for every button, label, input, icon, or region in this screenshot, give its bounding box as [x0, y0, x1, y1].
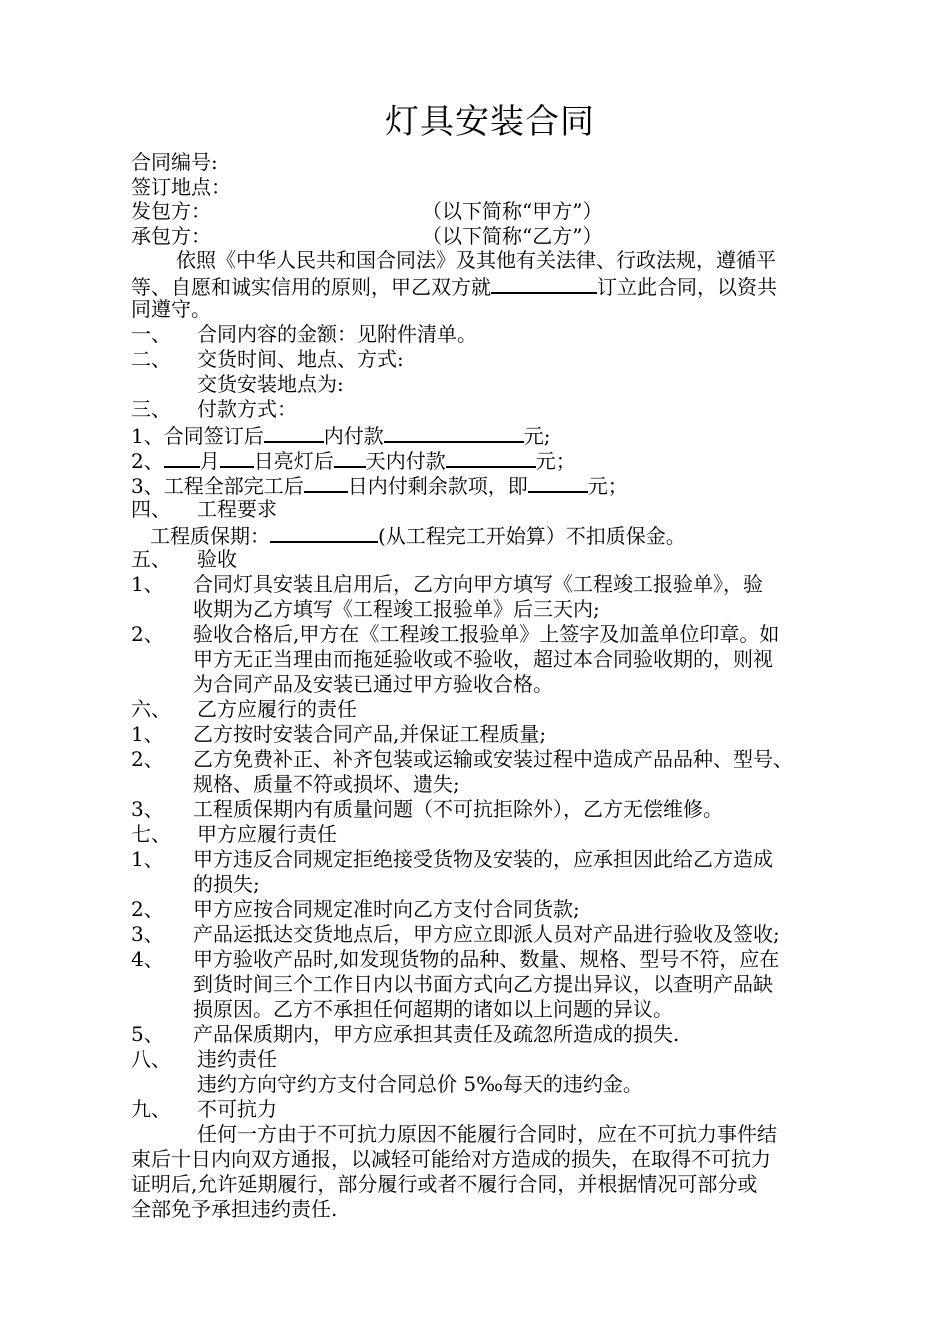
payment-text: 元； — [587, 474, 628, 498]
penalty-text: 违约方向守约方支付合同总价 5‰每天的违约金。 — [197, 1072, 643, 1096]
item-number: 3、 — [131, 797, 164, 821]
section-5-title: 验收 — [197, 547, 237, 571]
section-4-title: 工程要求 — [197, 497, 277, 521]
sign-place-label: 签订地点： — [131, 175, 231, 199]
blank-line — [384, 422, 524, 443]
item-number: 4、 — [131, 947, 164, 971]
section-3-title: 付款方式： — [197, 397, 297, 421]
item-number: 1、 — [131, 722, 164, 746]
section-4-number: 四、 — [131, 497, 171, 521]
delivery-place-label: 交货安装地点为: — [197, 372, 344, 396]
section-8-number: 八、 — [131, 1047, 171, 1071]
section-2-number: 二、 — [131, 347, 171, 371]
section-7-title: 甲方应履行责任 — [197, 822, 337, 846]
section-6-title: 乙方应履行的责任 — [197, 697, 357, 721]
blank-line — [264, 422, 324, 443]
payment-item-2 — [131, 447, 576, 473]
party-b-duty-2-cont: 规格、质量不符或损坏、遗失; — [193, 772, 460, 796]
party-a-duty-4: 甲方验收产品时,如发现货物的品种、数量、规格、型号不符，应在 — [193, 947, 780, 971]
party-a-duty-4-cont: 损原因。乙方不承担任何超期的诸如以上问题的异议。 — [193, 997, 673, 1021]
contract-number-label: 合同编号: — [131, 150, 218, 174]
party-b-duty-3: 工程质保期内有质量问题（不可抗拒除外），乙方无偿维修。 — [193, 797, 723, 821]
payment-text: 3、工程全部完工后 — [131, 474, 304, 498]
party-a-duty-2: 甲方应按合同规定准时向乙方支付合同货款; — [193, 897, 580, 921]
warranty-text: (从工程完工开始算）不扣质保金。 — [378, 524, 686, 548]
item-number: 1、 — [131, 572, 164, 596]
item-number: 2、 — [131, 897, 164, 921]
acceptance-item-2-cont: 为合同产品及安装已通过甲方验收合格。 — [193, 672, 553, 696]
party-a-duty-5: 产品保质期内，甲方应承担其责任及疏忽所造成的损失. — [193, 1022, 680, 1046]
acceptance-item-2: 验收合格后,甲方在《工程竣工报验单》上签字及加盖单位印章。如 — [193, 622, 780, 646]
section-2-title: 交货时间、地点、方式: — [197, 347, 404, 371]
document-title: 灯具安装合同 — [385, 102, 595, 142]
party-b-duty-1: 乙方按时安装合同产品,并保证工程质量; — [193, 722, 547, 746]
blank-line — [491, 273, 597, 294]
blank-line — [220, 447, 254, 468]
section-1-number: 一、 — [131, 322, 171, 346]
party-a-duty-4-cont: 到货时间三个工作日内以书面方式向乙方提出异议，以查明产品缺 — [193, 972, 773, 996]
section-9-title: 不可抗力 — [197, 1097, 277, 1121]
section-5-number: 五、 — [131, 547, 171, 571]
payment-text: 元; — [523, 424, 551, 448]
party-a-label: 发包方： — [131, 199, 211, 223]
section-3-number: 三、 — [131, 397, 171, 421]
payment-text: 元； — [535, 449, 576, 473]
blank-line — [164, 447, 200, 468]
party-b-alias: （以下简称“乙方”） — [422, 224, 603, 248]
item-number: 2、 — [131, 747, 164, 771]
payment-text: 1、合同签订后 — [131, 424, 264, 448]
payment-text: 天内付款 — [365, 449, 446, 473]
acceptance-item-2-cont: 甲方无正当理由而拖延验收或不验收，超过本合同验收期的，则视 — [193, 647, 773, 671]
warranty-line — [150, 522, 686, 548]
force-majeure-line-1: 任何一方由于不可抗力原因不能履行合同时，应在不可抗力事件结 — [197, 1122, 777, 1146]
payment-text: 内付款 — [323, 424, 384, 448]
party-a-duty-1-cont: 的损失; — [193, 872, 260, 896]
blank-line — [270, 522, 378, 543]
force-majeure-line-2: 束后十日内向双方通报，以减轻可能给对方造成的损失，在取得不可抗力 — [131, 1147, 771, 1171]
preamble-text: 订立此合同，以资共 — [597, 275, 777, 299]
preamble-line-3: 同遵守。 — [131, 297, 211, 321]
section-1-title: 合同内容的金额：见附件清单。 — [197, 322, 477, 346]
force-majeure-line-4: 全部免予承担违约责任. — [131, 1197, 338, 1221]
section-8-title: 违约责任 — [197, 1047, 277, 1071]
party-a-duty-1: 甲方违反合同规定拒绝接受货物及安装的，应承担因此给乙方造成 — [193, 847, 773, 871]
item-number: 5、 — [131, 1022, 164, 1046]
section-6-number: 六、 — [131, 697, 171, 721]
section-9-number: 九、 — [131, 1097, 171, 1121]
item-number: 2、 — [131, 622, 164, 646]
blank-line — [334, 447, 366, 468]
blank-line — [528, 472, 588, 493]
preamble-line-1: 依照《中华人民共和国合同法》及其他有关法律、行政法规，遵循平 — [176, 248, 776, 272]
party-b-duty-2: 乙方免费补正、补齐包装或运输或安装过程中造成产品品种、型号、 — [193, 747, 793, 771]
payment-text: 2、 — [131, 449, 164, 473]
party-a-alias: （以下简称“甲方”） — [422, 199, 603, 223]
preamble-text: 等、自愿和诚实信用的原则，甲乙双方就 — [131, 275, 491, 299]
item-number: 3、 — [131, 922, 164, 946]
party-b-label: 承包方： — [131, 224, 211, 248]
payment-text: 月 — [199, 449, 220, 473]
blank-line — [446, 447, 536, 468]
payment-text: 日亮灯后 — [253, 449, 334, 473]
warranty-label: 工程质保期： — [150, 524, 270, 548]
party-a-duty-3: 产品运抵达交货地点后，甲方应立即派人员对产品进行验收及签收; — [193, 922, 780, 946]
item-number: 1、 — [131, 847, 164, 871]
payment-text: 日内付剩余款项，即 — [347, 474, 528, 498]
payment-item-3 — [131, 472, 628, 498]
preamble-line-2 — [131, 273, 777, 299]
acceptance-item-1: 合同灯具安装且启用后，乙方向甲方填写《工程竣工报验单》，验 — [193, 572, 763, 596]
acceptance-item-1-cont: 收期为乙方填写《工程竣工报验单》后三天内; — [193, 597, 600, 621]
blank-line — [304, 472, 348, 493]
payment-item-1 — [131, 422, 550, 448]
section-7-number: 七、 — [131, 822, 171, 846]
force-majeure-line-3: 证明后,允许延期履行，部分履行或者不履行合同，并根据情况可部分或 — [131, 1172, 758, 1196]
